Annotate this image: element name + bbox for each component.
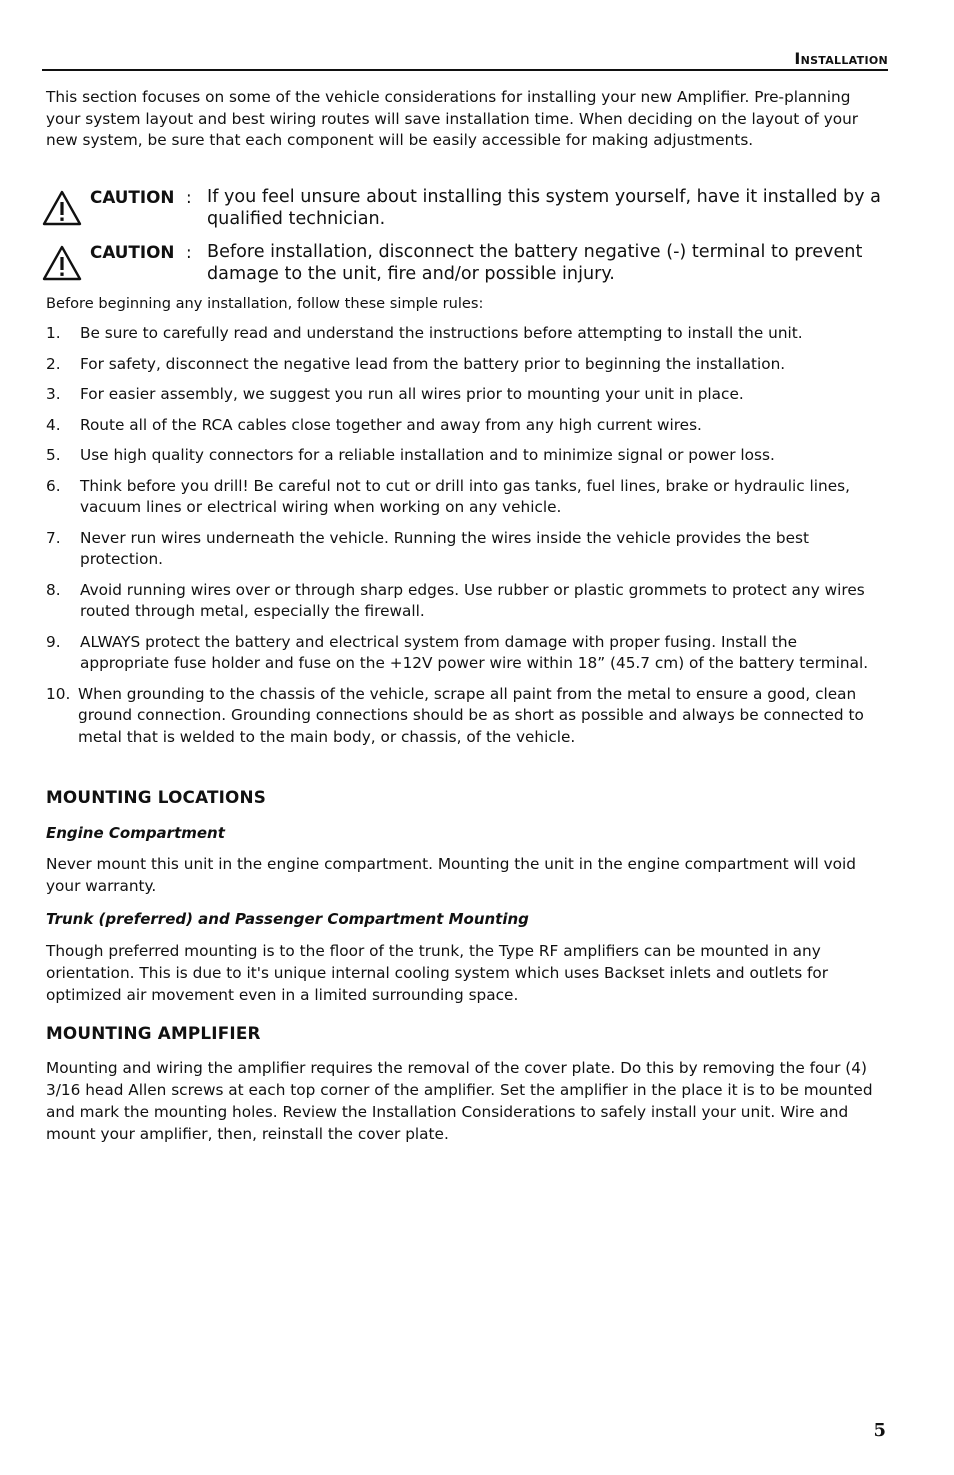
caution-text: If you feel unsure about installing this system yourself, have it installed by a qualified technician. [207,187,881,229]
rules-intro: Before beginning any installation, follow these simple rules: [46,295,484,312]
list-text: Be sure to carefully read and understand the instructions before attempting to install the unit. [80,324,803,342]
sub-heading-trunk: Trunk (preferred) and Passenger Compartment Mounting [46,910,529,928]
section-heading-mounting-locations: MOUNTING LOCATIONS [46,787,267,807]
warning-triangle-icon [42,245,82,281]
list-text: Never run wires underneath the vehicle. Running the wires inside the vehicle provides the best protection. [80,528,809,568]
list-text: Think before you drill! Be careful not to cut or drill into gas tanks, fuel lines, brake or hydraulic lines, vacuum lines or electrical wiring when working on any vehicle. [80,476,850,516]
mounting-amplifier-paragraph: Mounting and wiring the amplifier requires the removal of the cover plate. Do this by removing the four (4) 3/16 head Allen screws at each top corner of the amplifier. Set the amplifier in the place it is to be mounted and mark the mounting holes. Review the Installation Considerations to safely install your unit. Wire and mount your amplifier, then, reinstall the cover plate. [46,1059,873,1143]
caution-colon: : [186,242,192,262]
list-item [46,415,888,437]
caution-label: CAUTION [90,242,175,262]
list-text: For easier assembly, we suggest you run all wires prior to mounting your unit in place. [80,385,744,403]
warning-triangle-icon [42,190,82,226]
page-header [42,47,888,71]
list-item [46,528,888,571]
caution-colon: : [186,187,192,207]
caution-block [42,241,888,287]
list-text: Use high quality connectors for a reliable installation and to minimize signal or power loss. [80,446,775,464]
list-number: 7. [46,528,61,547]
sub-heading-engine: Engine Compartment [46,824,225,842]
list-item [46,323,888,345]
list-text: For safety, disconnect the negative lead from the battery prior to beginning the installation. [80,354,786,373]
list-item [46,632,888,675]
list-item [46,445,888,467]
list-number: 6. [46,476,61,495]
trunk-paragraph: Though preferred mounting is to the floor of the trunk, the Type RF amplifiers can be mounted in any orientation. This is due to it's unique internal cooling system which uses Backset inlets and outlets for optimized air movement even in a limited surrounding space. [46,942,829,1004]
list-text: ALWAYS protect the battery and electrical system from damage with proper fusing. Install the appropriate fuse holder and fuse on the +12V power wire within 18” (45.7 cm) of the battery terminal. [80,632,869,672]
list-number: 8. [46,580,61,599]
page-number: 5 [873,1420,886,1441]
caution-label: CAUTION [90,187,175,207]
engine-paragraph: Never mount this unit in the engine compartment. Mounting the unit in the engine compartment will void your warranty. [46,855,856,895]
list-item [46,684,888,749]
list-number: 4. [46,415,61,434]
list-number: 3. [46,385,61,403]
list-number: 2. [46,354,61,373]
list-number: 9. [46,632,61,651]
list-text: Route all of the RCA cables close together and away from any high current wires. [80,415,702,434]
list-text: When grounding to the chassis of the vehicle, scrape all paint from the metal to ensure a good, clean ground connection. Grounding connections should be as short as possible and always be connected to metal that is welded to the main body, or chassis, of the vehicle. [78,684,864,746]
list-number: 10. [46,684,71,703]
list-item [46,354,888,376]
list-text: Avoid running wires over or through sharp edges. Use rubber or plastic grommets to protect any wires routed through metal, especially the firewall. [80,580,865,620]
caution-text: Before installation, disconnect the battery negative (-) terminal to prevent damage to the unit, fire and/or possible injury. [207,242,863,284]
section-title: Installation [794,49,888,68]
list-item [46,580,888,623]
list-number: 1. [46,324,61,342]
list-item [46,384,888,406]
list-number: 5. [46,446,61,464]
list-item [46,476,888,519]
intro-paragraph: This section focuses on some of the vehicle considerations for installing your new Amplifier. Pre-planning your system layout and best wiring routes will save installation time. When deciding on the layout of your new system, be sure that each component will be easily accessible for making adjustments. [46,88,859,149]
section-heading-mounting-amplifier: MOUNTING AMPLIFIER [46,1023,261,1043]
rules-list [46,323,888,757]
caution-block [42,186,888,232]
